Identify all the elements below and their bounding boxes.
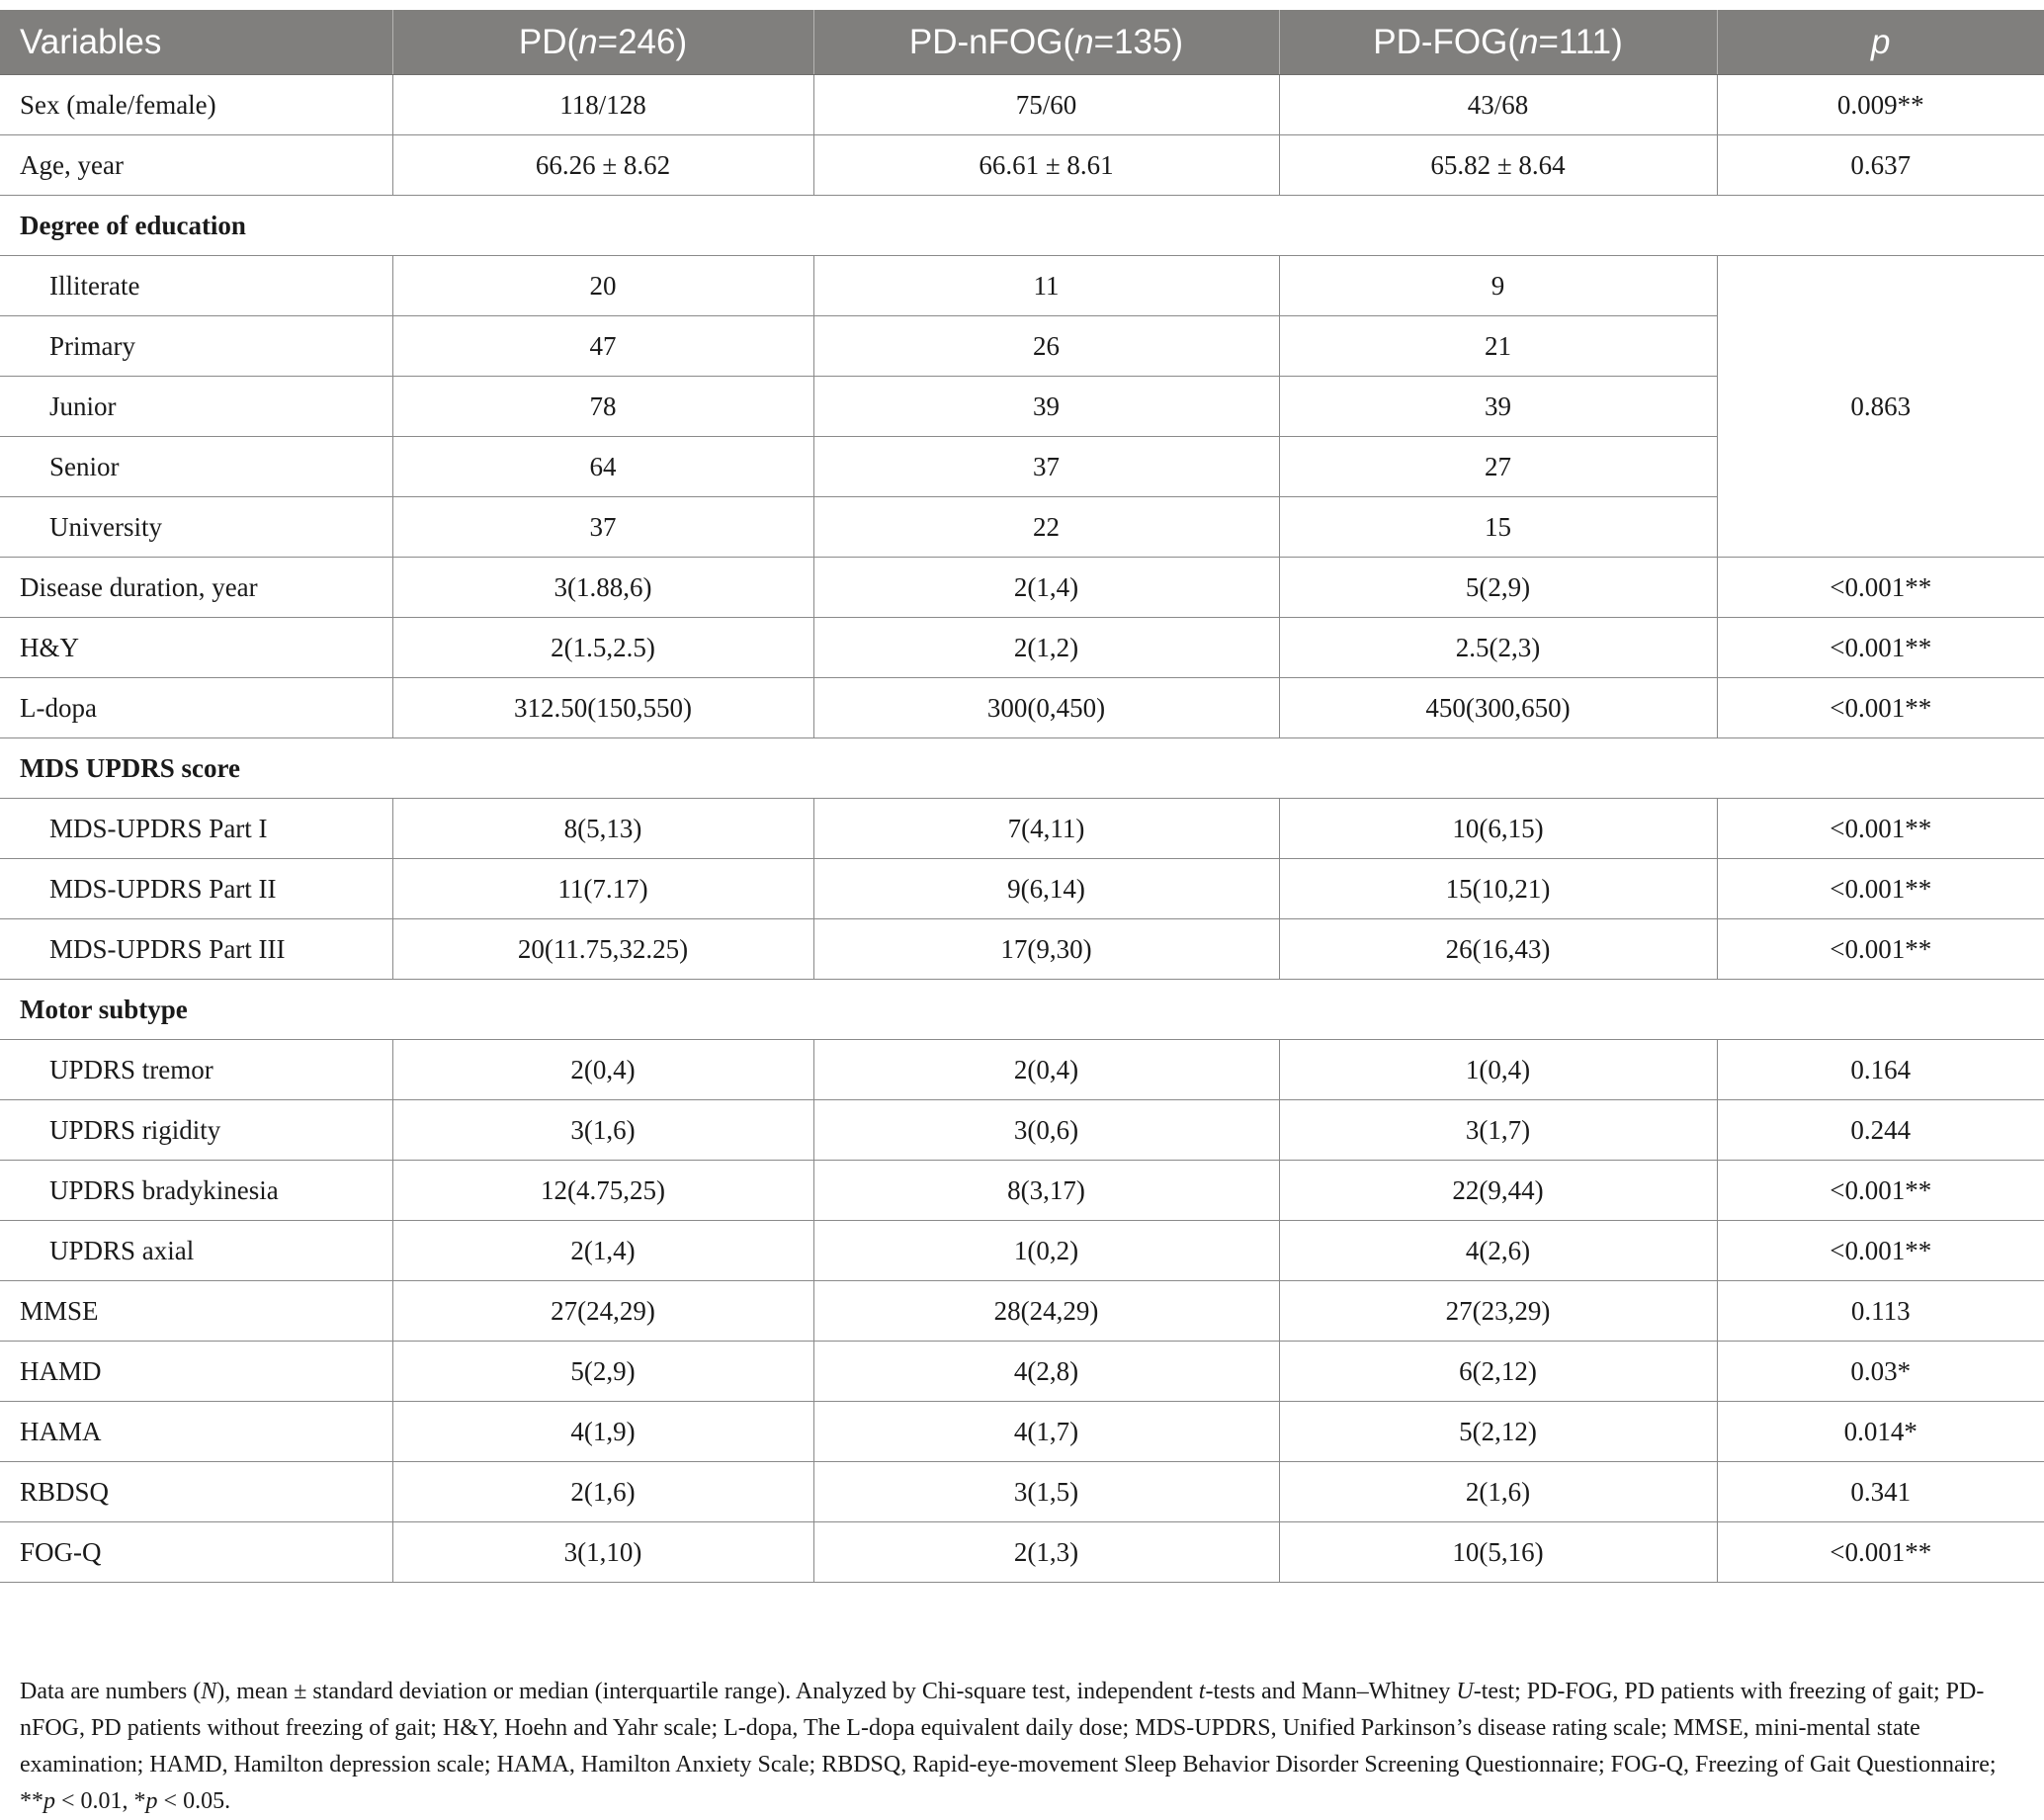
table-row xyxy=(0,1462,2044,1522)
cell-pd-fog: 450(300,650) xyxy=(1279,678,1717,738)
cell-pd-fog: 21 xyxy=(1279,316,1717,377)
cell-pd: 2(1,4) xyxy=(392,1221,813,1281)
characteristics-table xyxy=(0,10,2044,1583)
cell-pd-nfog: 17(9,30) xyxy=(813,919,1279,980)
row-label: Primary xyxy=(0,316,392,377)
table-row xyxy=(0,919,2044,980)
cell-pd-fog: 27(23,29) xyxy=(1279,1281,1717,1342)
cell-pd: 11(7.17) xyxy=(392,859,813,919)
row-label: UPDRS axial xyxy=(0,1221,392,1281)
section-heading: MDS UPDRS score xyxy=(0,738,2044,799)
cell-p: 0.009** xyxy=(1717,75,2044,135)
cell-pd-fog: 43/68 xyxy=(1279,75,1717,135)
table-row xyxy=(0,1161,2044,1221)
cell-p: 0.637 xyxy=(1717,135,2044,196)
table-row xyxy=(0,1221,2044,1281)
cell-p: <0.001** xyxy=(1717,1161,2044,1221)
cell-p: 0.03* xyxy=(1717,1342,2044,1402)
cell-pd-fog: 22(9,44) xyxy=(1279,1161,1717,1221)
row-label: UPDRS tremor xyxy=(0,1040,392,1100)
cell-p: <0.001** xyxy=(1717,618,2044,678)
row-label: UPDRS rigidity xyxy=(0,1100,392,1161)
cell-pd-fog: 26(16,43) xyxy=(1279,919,1717,980)
row-label: MDS-UPDRS Part II xyxy=(0,859,392,919)
cell-pd-nfog: 300(0,450) xyxy=(813,678,1279,738)
cell-pd-nfog: 2(1,3) xyxy=(813,1522,1279,1583)
header-p-value: p xyxy=(1717,10,2044,75)
table-row xyxy=(0,75,2044,135)
cell-pd: 3(1.88,6) xyxy=(392,558,813,618)
cell-pd-nfog: 8(3,17) xyxy=(813,1161,1279,1221)
cell-p: 0.863 xyxy=(1717,256,2044,558)
cell-p: 0.014* xyxy=(1717,1402,2044,1462)
cell-pd-fog: 5(2,12) xyxy=(1279,1402,1717,1462)
table-row xyxy=(0,256,2044,316)
cell-p: <0.001** xyxy=(1717,1221,2044,1281)
cell-pd-nfog: 1(0,2) xyxy=(813,1221,1279,1281)
header-pd-fog: PD-FOG(n=111) xyxy=(1279,10,1717,75)
row-label: MDS-UPDRS Part I xyxy=(0,799,392,859)
cell-p: <0.001** xyxy=(1717,919,2044,980)
section-heading: Degree of education xyxy=(0,196,2044,256)
row-label: Sex (male/female) xyxy=(0,75,392,135)
cell-p: 0.164 xyxy=(1717,1040,2044,1100)
cell-pd-fog: 10(6,15) xyxy=(1279,799,1717,859)
table-footnote: Data are numbers (N), mean ± standard deviation or median (interquartile range). Analyzed by Chi-square test, independent t-tests and Mann–Whitney U-test; PD-FOG, PD patients with freezing of gait; PD-nFOG, PD patients without freezing of gait; H&Y, Hoehn and Yahr scale; L-dopa, The L-dopa equivalent daily dose; MDS-UPDRS, Unified Parkinson’s disease rating scale; MMSE, mini-mental state examination; HAMD, Hamilton depression scale; HAMA, Hamilton Anxiety Scale; RBDSQ, Rapid-eye-movement Sleep Behavior Disorder Screening Questionnaire; FOG-Q, Freezing of Gait Questionnaire; **p < 0.01, *p < 0.05. xyxy=(20,1679,1997,1814)
cell-pd-fog: 15 xyxy=(1279,497,1717,558)
header-pd-nfog: PD-nFOG(n=135) xyxy=(813,10,1279,75)
row-label: MDS-UPDRS Part III xyxy=(0,919,392,980)
cell-pd-nfog: 4(2,8) xyxy=(813,1342,1279,1402)
cell-pd: 4(1,9) xyxy=(392,1402,813,1462)
cell-pd: 64 xyxy=(392,437,813,497)
cell-pd-nfog: 4(1,7) xyxy=(813,1402,1279,1462)
cell-pd: 12(4.75,25) xyxy=(392,1161,813,1221)
row-label: L-dopa xyxy=(0,678,392,738)
table-row xyxy=(0,799,2044,859)
cell-pd: 5(2,9) xyxy=(392,1342,813,1402)
table-row xyxy=(0,618,2044,678)
cell-pd-fog: 5(2,9) xyxy=(1279,558,1717,618)
row-label: Illiterate xyxy=(0,256,392,316)
table-row xyxy=(0,1522,2044,1583)
row-label: H&Y xyxy=(0,618,392,678)
cell-p: <0.001** xyxy=(1717,1522,2044,1583)
cell-pd-fog: 2(1,6) xyxy=(1279,1462,1717,1522)
cell-pd: 78 xyxy=(392,377,813,437)
cell-pd-fog: 65.82 ± 8.64 xyxy=(1279,135,1717,196)
cell-pd-fog: 4(2,6) xyxy=(1279,1221,1717,1281)
cell-pd: 66.26 ± 8.62 xyxy=(392,135,813,196)
cell-pd: 3(1,6) xyxy=(392,1100,813,1161)
cell-pd: 20(11.75,32.25) xyxy=(392,919,813,980)
section-row xyxy=(0,980,2044,1040)
row-label: University xyxy=(0,497,392,558)
cell-pd-fog: 10(5,16) xyxy=(1279,1522,1717,1583)
table-row xyxy=(0,1100,2044,1161)
row-label: MMSE xyxy=(0,1281,392,1342)
row-label: RBDSQ xyxy=(0,1462,392,1522)
cell-pd-fog: 3(1,7) xyxy=(1279,1100,1717,1161)
cell-pd-nfog: 2(0,4) xyxy=(813,1040,1279,1100)
table-row xyxy=(0,1040,2044,1100)
table-row xyxy=(0,558,2044,618)
cell-pd-nfog: 28(24,29) xyxy=(813,1281,1279,1342)
cell-pd-nfog: 3(0,6) xyxy=(813,1100,1279,1161)
cell-pd-nfog: 37 xyxy=(813,437,1279,497)
section-row xyxy=(0,738,2044,799)
cell-pd-fog: 27 xyxy=(1279,437,1717,497)
cell-pd-nfog: 3(1,5) xyxy=(813,1462,1279,1522)
cell-p: 0.113 xyxy=(1717,1281,2044,1342)
cell-pd-nfog: 11 xyxy=(813,256,1279,316)
row-label: Senior xyxy=(0,437,392,497)
cell-pd-nfog: 39 xyxy=(813,377,1279,437)
cell-pd: 37 xyxy=(392,497,813,558)
row-label: HAMD xyxy=(0,1342,392,1402)
table-row xyxy=(0,1342,2044,1402)
table-row xyxy=(0,678,2044,738)
section-heading: Motor subtype xyxy=(0,980,2044,1040)
cell-pd: 2(0,4) xyxy=(392,1040,813,1100)
row-label: UPDRS bradykinesia xyxy=(0,1161,392,1221)
cell-pd-fog: 39 xyxy=(1279,377,1717,437)
header-row xyxy=(0,10,2044,75)
cell-p: 0.244 xyxy=(1717,1100,2044,1161)
row-label: HAMA xyxy=(0,1402,392,1462)
cell-pd-nfog: 66.61 ± 8.61 xyxy=(813,135,1279,196)
row-label: FOG-Q xyxy=(0,1522,392,1583)
cell-pd: 118/128 xyxy=(392,75,813,135)
cell-pd: 8(5,13) xyxy=(392,799,813,859)
table-row xyxy=(0,1281,2044,1342)
row-label: Disease duration, year xyxy=(0,558,392,618)
table-row xyxy=(0,135,2044,196)
header-variables: Variables xyxy=(0,10,392,75)
cell-pd-fog: 1(0,4) xyxy=(1279,1040,1717,1100)
cell-p: <0.001** xyxy=(1717,859,2044,919)
row-label: Age, year xyxy=(0,135,392,196)
cell-pd: 27(24,29) xyxy=(392,1281,813,1342)
cell-pd: 20 xyxy=(392,256,813,316)
cell-pd-nfog: 22 xyxy=(813,497,1279,558)
cell-pd-nfog: 2(1,4) xyxy=(813,558,1279,618)
cell-p: <0.001** xyxy=(1717,678,2044,738)
cell-p: 0.341 xyxy=(1717,1462,2044,1522)
cell-pd-nfog: 9(6,14) xyxy=(813,859,1279,919)
header-pd: PD(n=246) xyxy=(392,10,813,75)
cell-pd-nfog: 2(1,2) xyxy=(813,618,1279,678)
cell-pd-fog: 6(2,12) xyxy=(1279,1342,1717,1402)
cell-pd: 3(1,10) xyxy=(392,1522,813,1583)
cell-pd-nfog: 7(4,11) xyxy=(813,799,1279,859)
cell-pd: 47 xyxy=(392,316,813,377)
cell-pd-nfog: 26 xyxy=(813,316,1279,377)
cell-p: <0.001** xyxy=(1717,799,2044,859)
cell-pd: 2(1,6) xyxy=(392,1462,813,1522)
cell-pd: 2(1.5,2.5) xyxy=(392,618,813,678)
table-row xyxy=(0,859,2044,919)
cell-pd-fog: 15(10,21) xyxy=(1279,859,1717,919)
cell-pd-nfog: 75/60 xyxy=(813,75,1279,135)
cell-pd: 312.50(150,550) xyxy=(392,678,813,738)
section-row xyxy=(0,196,2044,256)
cell-p: <0.001** xyxy=(1717,558,2044,618)
table-row xyxy=(0,1402,2044,1462)
table-container xyxy=(0,10,2044,1583)
cell-pd-fog: 9 xyxy=(1279,256,1717,316)
cell-pd-fog: 2.5(2,3) xyxy=(1279,618,1717,678)
row-label: Junior xyxy=(0,377,392,437)
